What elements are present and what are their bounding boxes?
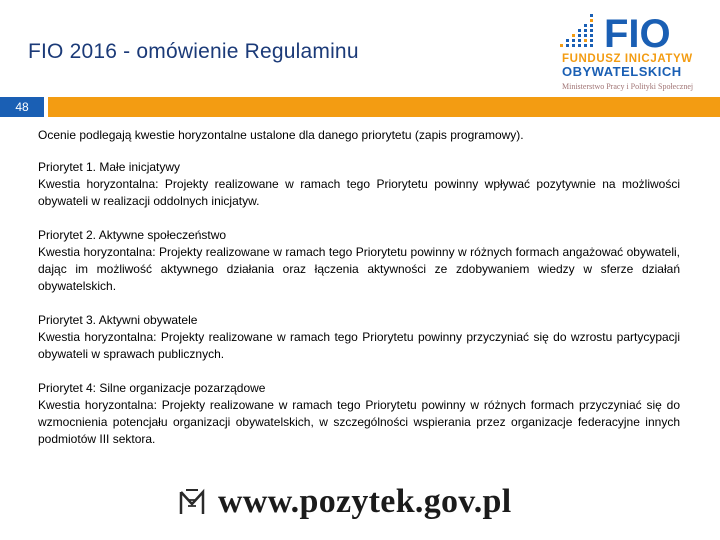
footer [178, 482, 512, 522]
intro-text: Ocenie podlegają kwestie horyzontalne ustalone dla danego priorytetu (zapis programowy). [38, 128, 524, 142]
priority-heading: Priorytet 2. Aktywne społeczeństwo [38, 228, 227, 242]
logo-line1: FUNDUSZ INICJATYW [562, 53, 693, 65]
priority-text: Kwestia horyzontalna: Projekty realizowane w ramach tego Priorytetu powinny w różnych formach przyczyniać się do wzmocnienia potencjału organizacji obywatelskich, w szczególności wspierania przez organizacje federacyjne innych podmiotów III sektora. [38, 398, 680, 446]
logo-fio-text: FIO [604, 12, 671, 56]
priority-block [38, 312, 680, 363]
slide-content [38, 127, 680, 465]
logo-dots-icon [560, 14, 593, 47]
priority-heading: Priorytet 1. Małe inicjatywy [38, 160, 181, 174]
priority-text: Kwestia horyzontalna: Projekty realizowane w ramach tego Priorytetu powinny w różnych formach angażować obywateli, dając im możliwość aktywnego działania oraz łączenia aktywności ze zdobywaniem wiedzy w sferze działań obywatelskich. [38, 245, 680, 293]
ministry-label: Ministerstwo Pracy i Polityki Społecznej [562, 82, 694, 91]
priority-block [38, 159, 680, 210]
priority-heading: Priorytet 4: Silne organizacje pozarządowe [38, 381, 266, 395]
footer-url-link[interactable]: www.pozytek.gov.pl [218, 483, 512, 520]
priority-heading: Priorytet 3. Aktywni obywatele [38, 313, 198, 327]
slide-header-bar [0, 97, 720, 117]
slide-number: 48 [0, 97, 44, 117]
priority-text: Kwestia horyzontalna: Projekty realizowane w ramach tego Priorytetu powinny wpływać pozytywnie na możliwości obywateli w realizacji oddolnych inicjatyw. [38, 177, 680, 208]
priority-block [38, 227, 680, 295]
pozytek-logo-icon [178, 486, 206, 518]
slide-title: FIO 2016 - omówienie Regulaminu [28, 40, 359, 63]
priority-text: Kwestia horyzontalna: Projekty realizowane w ramach tego Priorytetu powinny przyczyniać się do wzrostu partycypacji obywateli w sprawach publicznych. [38, 330, 680, 361]
logo-line2: OBYWATELSKICH [562, 64, 682, 79]
orange-divider [44, 97, 720, 117]
priority-block [38, 380, 680, 448]
